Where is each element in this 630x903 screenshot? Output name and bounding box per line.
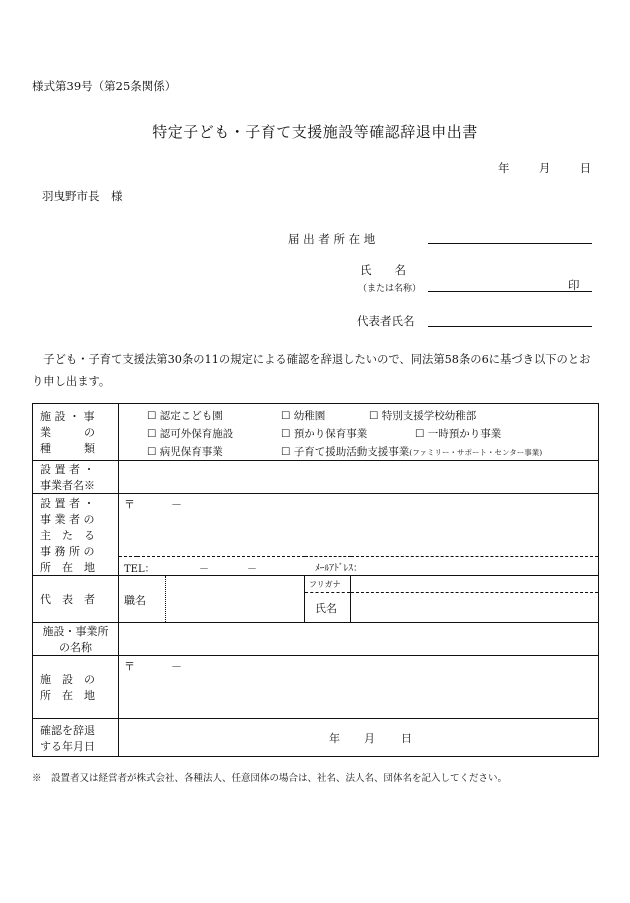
option-ninkagai-hoiku[interactable] bbox=[147, 426, 233, 441]
furigana-label: フリガナ bbox=[305, 576, 351, 593]
facility-type-label-line: 業 の bbox=[40, 426, 95, 439]
facility-address-label bbox=[33, 656, 119, 719]
furigana-field[interactable] bbox=[351, 576, 599, 593]
checkbox-icon[interactable]: ☐ bbox=[281, 446, 291, 458]
withdraw-date-label bbox=[33, 719, 119, 757]
office-contact-row bbox=[119, 557, 599, 576]
representative-label: 代 表 者 bbox=[33, 576, 119, 623]
office-label-line: 主 た る bbox=[40, 528, 95, 542]
facility-type-label-line: 種 類 bbox=[40, 442, 95, 455]
applicant-name-label: 氏 名 bbox=[360, 263, 406, 277]
option-kosodate-enjo[interactable] bbox=[281, 444, 542, 459]
option-label: 子育て援助活動支援事業 bbox=[293, 446, 410, 458]
office-label-line: 事 務 所 の bbox=[40, 544, 95, 558]
founder-name-label bbox=[33, 461, 119, 494]
founder-name-label-line: 設 置 者 ・ bbox=[40, 463, 95, 476]
facility-name-field[interactable] bbox=[119, 623, 599, 656]
checkbox-icon[interactable]: ☐ bbox=[147, 410, 157, 422]
rep-name-field[interactable] bbox=[351, 593, 599, 623]
facility-address-field[interactable] bbox=[119, 656, 599, 719]
checkbox-icon[interactable]: ☐ bbox=[415, 428, 425, 440]
withdraw-date-label-line: 確認を辞退 bbox=[40, 723, 95, 737]
withdraw-day-label: 日 bbox=[401, 732, 412, 745]
option-tokubetsu-shien[interactable] bbox=[369, 408, 476, 423]
footnote: ※ 設置者又は経営者が株式会社、各種法人、任意団体の場合は、社名、法人名、団体名を記入してください。 bbox=[32, 773, 508, 784]
option-label: 預かり保育事業 bbox=[293, 428, 368, 440]
rep-name-label: 氏名 bbox=[305, 593, 351, 623]
tel-label: TEL： bbox=[124, 564, 155, 575]
option-label: 認定こども園 bbox=[159, 410, 223, 422]
position-cell bbox=[119, 576, 305, 623]
month-label: 月 bbox=[538, 161, 551, 175]
applicant-name-sub-label: （または名称） bbox=[358, 284, 422, 294]
checkbox-icon[interactable]: ☐ bbox=[369, 410, 379, 422]
seal-mark: 印 bbox=[568, 278, 580, 292]
email-label: ﾒｰﾙｱﾄﾞﾚｽ： bbox=[315, 563, 363, 574]
tel-dash: － bbox=[199, 564, 209, 575]
postal-mark: 〒 bbox=[124, 498, 135, 511]
office-label-line: 事 業 者 の bbox=[40, 512, 95, 526]
facility-name-label bbox=[33, 623, 119, 656]
option-label: 病児保育事業 bbox=[159, 446, 223, 458]
body-text: 子ども・子育て支援法第30条の11の規定による確認を辞退したいので、同法第58条の6に基づき以下のとおり申し出ます。 bbox=[32, 353, 591, 388]
facility-address-label-line: 所 在 地 bbox=[40, 689, 95, 702]
checkbox-icon[interactable]: ☐ bbox=[147, 446, 157, 458]
position-divider bbox=[165, 576, 166, 622]
representative-name-field[interactable] bbox=[428, 312, 592, 327]
representative-name-label: 代表者氏名 bbox=[357, 314, 415, 328]
option-ichiji-azukari[interactable] bbox=[415, 426, 501, 441]
facility-address-label-line: 施 設 の bbox=[40, 673, 95, 686]
facility-type-options bbox=[119, 404, 599, 461]
facility-type-label bbox=[33, 404, 119, 461]
day-label: 日 bbox=[579, 161, 592, 175]
option-label: 特別支援学校幼稚部 bbox=[381, 410, 477, 422]
page-title: 特定子ども・子育て支援施設等確認辞退申出書 bbox=[152, 123, 478, 141]
postal-dash: － bbox=[171, 660, 182, 673]
option-label: 幼稚園 bbox=[293, 410, 326, 422]
option-label: 認可外保育施設 bbox=[159, 428, 234, 440]
option-nintei-kodomoen[interactable] bbox=[147, 408, 223, 423]
withdraw-month-label: 月 bbox=[364, 732, 375, 745]
option-label: 一時預かり事業 bbox=[427, 428, 502, 440]
checkbox-icon[interactable]: ☐ bbox=[281, 428, 291, 440]
postal-dash: － bbox=[171, 498, 182, 511]
applicant-address-label: 届 出 者 所 在 地 bbox=[288, 232, 376, 246]
year-label: 年 bbox=[498, 161, 510, 175]
option-sub-label: (ファミリー・サポート・センター事業) bbox=[409, 448, 543, 457]
office-address-field[interactable] bbox=[119, 494, 599, 557]
office-address-label bbox=[33, 494, 119, 576]
option-azukari-hoiku[interactable] bbox=[281, 426, 367, 441]
applicant-address-field[interactable] bbox=[428, 229, 592, 244]
option-yochien[interactable] bbox=[281, 408, 325, 423]
withdraw-date-label-line: する年月日 bbox=[40, 739, 95, 753]
option-byoji-hoiku[interactable] bbox=[147, 444, 223, 459]
facility-name-label-line: の名称 bbox=[59, 641, 92, 654]
addressee: 羽曳野市長 様 bbox=[42, 189, 123, 203]
application-table bbox=[32, 403, 599, 757]
founder-name-field[interactable] bbox=[119, 461, 599, 494]
founder-name-label-line: 事業者名※ bbox=[40, 479, 95, 492]
tel-dash: － bbox=[247, 564, 257, 575]
withdraw-date-field[interactable] bbox=[119, 719, 599, 757]
position-label: 職名 bbox=[124, 594, 146, 607]
office-label-line: 所 在 地 bbox=[40, 560, 95, 574]
checkbox-icon[interactable]: ☐ bbox=[147, 428, 157, 440]
submission-date bbox=[498, 160, 591, 176]
facility-name-label-line: 施設・事業所 bbox=[42, 625, 109, 638]
withdraw-year-label: 年 bbox=[329, 732, 340, 745]
postal-mark: 〒 bbox=[124, 660, 135, 673]
facility-type-label-line: 施 設 ・ 事 bbox=[40, 410, 95, 423]
office-label-line: 設 置 者 ・ bbox=[40, 496, 95, 510]
form-number: 様式第39号（第25条関係） bbox=[32, 79, 177, 93]
checkbox-icon[interactable]: ☐ bbox=[281, 410, 291, 422]
